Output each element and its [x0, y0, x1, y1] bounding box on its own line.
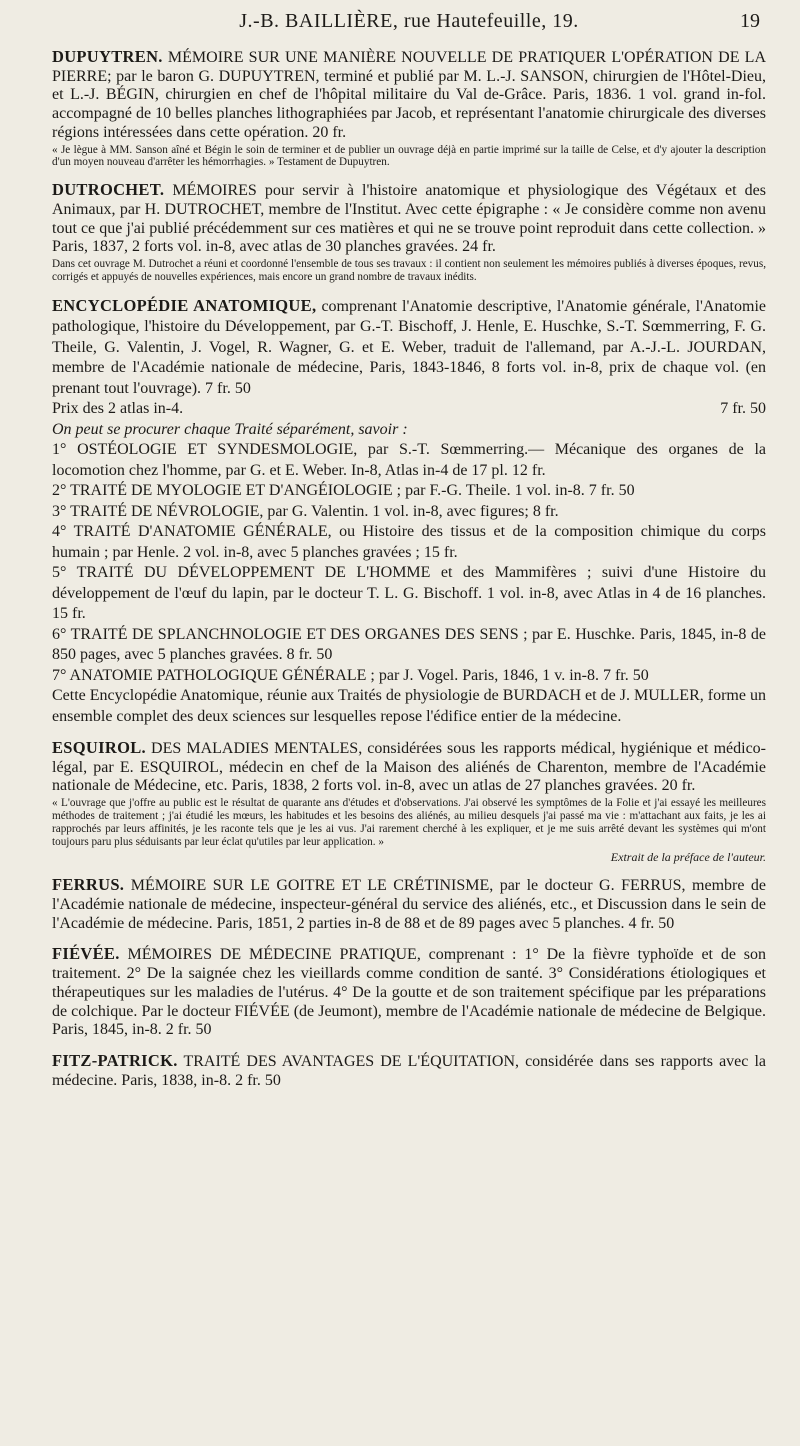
subhead: On peut se procurer chaque Traité séparément, savoir : — [52, 420, 408, 438]
headword: DUPUYTREN. — [52, 47, 163, 66]
list-item: 2° TRAITÉ DE MYOLOGIE ET D'ANGÉIOLOGIE ; par F.-G. Theile. 1 vol. in-8. 7 fr. 50 — [52, 482, 635, 500]
entry-ferrus — [52, 876, 766, 933]
price-line — [52, 399, 766, 420]
entry-text: MÉMOIRE SUR LE GOITRE ET LE CRÉTINISME, par le docteur G. FERRUS, membre de l'Académie nationale de médecine, inspecteur-général du service des aliénés, etc., et Discussion dans le sein de l'Académie de médecine. Paris, 1851, 2 parties in-8 de 88 et de 89 pages avec 5 planches. 4 fr. 50 — [52, 877, 767, 932]
price-label: Prix des 2 atlas in-4. — [52, 400, 184, 418]
headword: FERRUS. — [52, 875, 125, 895]
entry-note: « Je lègue à MM. Sanson aîné et Bégin le soin de terminer et de publier un ouvrage déjà en partie imprimé sur la taille de Celse, et d'y ajouter la description d'un moyen nouveau d'arrêter les hémorrhagies. » Testament de Dupuytren. — [52, 143, 766, 169]
entry-esquirol — [52, 739, 766, 796]
page-number: 19 — [740, 10, 760, 32]
entry-text: comprenant l'Anatomie descriptive, l'Anatomie générale, l'Anatomie pathologique, l'histoire du Développement, par G.-T. Bischoff, J. Henle, E. Huschke, S.-T. Sœmmerring, F. G. Theile, G. Valentin, J. Vogel, R. Wagner, G. et E. Weber, traduit de l'allemand, par A.-J.-L. JOURDAN, membre de l'Académie nationale de médecine, Paris, 1843-1846, 8 forts vol. in-8, prix de chaque vol. (en prenant tout l'ouvrage). 7 fr. 50 — [52, 297, 766, 397]
headword: ENCYCLOPÉDIE ANATOMIQUE, — [52, 295, 317, 315]
list-item: 5° TRAITÉ DU DÉVELOPPEMENT DE L'HOMME et des Mammifères ; suivi d'une Histoire du développement de l'œuf du lapin, par le docteur T. L. G. Bischoff. 1 vol. in-8, avec Atlas in 4 de 16 planches. 15 fr. — [52, 564, 766, 623]
headword: FITZ-PATRICK. — [52, 1050, 178, 1070]
entry-note: « L'ouvrage que j'offre au public est le résultat de quarante ans d'études et d'observations. J'ai observé les symptômes de la Folie et j'ai essayé les meilleures méthodes de traitement ; j'ai étudié les mœurs, les habitudes et les besoins des aliénés, au milieu desquels j'ai passé ma vie : m'attachant aux faits, je les ai rapprochés par leurs affinités, je les raconte tels que je les ai vus. J'ai rarement cherché à les expliquer, et je me suis arrêté devant les systèmes qui m'ont toujours paru plus séduisants par leur éclat qu'utiles par leur application. » — [52, 797, 766, 848]
entry-dupuytren — [52, 48, 766, 143]
headword: DUTROCHET. — [52, 180, 165, 200]
entry-fievee — [52, 945, 766, 1040]
entry-text: DES MALADIES MENTALES, considérées sous les rapports médical, hygiénique et médico-légal, par E. ESQUIROL, médecin en chef de la Maison des aliénés de Charenton, membre de l'Académie nationale de Médecine, etc. Paris, 1838, 2 forts vol. in-8, avec un atlas de 27 planches gravées. 20 fr. — [52, 740, 766, 795]
headword: FIÉVÉE. — [52, 944, 120, 964]
closing-paragraph: Cette Encyclopédie Anatomique, réunie aux Traités de physiologie de BURDACH et de J. MULLER, forme un ensemble complet des deux sciences sur lesquelles repose l'édifice entier de la médecine. — [52, 687, 766, 725]
entry-text: MÉMOIRES pour servir à l'histoire anatomique et physiologique des Végétaux et des Animaux, par H. DUTROCHET, membre de l'Institut. Avec cette épigraphe : « Je considère comme non avenu tout ce que j'ai publié précédemment sur ces matières et qui ne se trouve point reproduit dans cette collection. » Paris, 1837, 2 forts vol. in-8, avec atlas de 30 planches gravées. 24 fr. — [52, 182, 767, 256]
headword: ESQUIROL. — [52, 738, 146, 758]
list-item: 4° TRAITÉ D'ANATOMIE GÉNÉRALE, ou Histoire des tissus et de la composition chimique du corps humain ; par Henle. 2 vol. in-8, avec 5 planches gravées ; 15 fr. — [52, 523, 766, 561]
entry-text: MÉMOIRE SUR UNE MANIÈRE NOUVELLE DE PRATIQUER L'OPÉRATION DE LA PIERRE; par le baron G. DUPUYTREN, terminé et publié par M. L.-J. SANSON, chirurgien de l'Hôtel-Dieu, et L.-J. BÉGIN, chirurgien en chef de l'hôpital militaire du Val de-Grâce. Paris, 1836. 1 vol. grand in-fol. accompagné de 10 belles planches lithographiées par Jacob, et représentant l'anatomie chirurgicale des diverses régions intéressées dans cette opération. 20 fr. — [52, 49, 767, 141]
list-item: 7° ANATOMIE PATHOLOGIQUE GÉNÉRALE ; par J. Vogel. Paris, 1846, 1 v. in-8. 7 fr. 50 — [52, 666, 649, 684]
entry-encyclopedie — [52, 296, 766, 400]
list-item: 3° TRAITÉ DE NÉVROLOGIE, par G. Valentin. 1 vol. in-8, avec figures; 8 fr. — [52, 502, 559, 520]
note-source: Extrait de la préface de l'auteur. — [610, 850, 766, 865]
entry-text: TRAITÉ DES AVANTAGES DE L'ÉQUITATION, considérée dans ses rapports avec la médecine. Paris, 1838, in-8. 2 fr. 50 — [52, 1052, 766, 1089]
list-item: 1° OSTÉOLOGIE ET SYNDESMOLOGIE, par S.-T. Sœmmerring.— Mécanique des organes de la locomotion chez l'homme, par G. et E. Weber. In-8, Atlas in-4 de 17 pl. 12 fr. — [52, 441, 766, 479]
price-value: 7 fr. 50 — [720, 400, 766, 418]
page-header — [52, 0, 766, 40]
entry-fitz-patrick — [52, 1052, 766, 1090]
list-item: 6° TRAITÉ DE SPLANCHNOLOGIE ET DES ORGANES DES SENS ; par E. Huschke. Paris, 1845, in-8 de 850 pages, avec 5 planches gravées. 8 fr. 50 — [52, 625, 766, 664]
entry-dutrochet — [52, 181, 766, 257]
entry-text: MÉMOIRES DE MÉDECINE PRATIQUE, comprenant : 1° De la fièvre typhoïde et de son traitement. 2° De la saignée chez les vieillards comme condition de santé. 3° Considérations étiologiques et thérapeutiques sur les maladies de l'utérus. 4° De la goutte et de son traitement spécifique par les préparations de colchique. Par le docteur FIÉVÉE (de Jeumont), membre de l'Académie nationale de médecine de Belgique. Paris, 1845, in-8. 2 fr. 50 — [52, 946, 766, 1039]
entry-note: Dans cet ouvrage M. Dutrochet a réuni et coordonné l'ensemble de tous ses travaux : il contient non seulement les mémoires publiés à diverses époques, revus, corrigés et appuyés de nouvelles expériences, mais encore un grand nombre de travaux inédits. — [52, 257, 766, 283]
running-title: J.-B. BAILLIÈRE, rue Hautefeuille, 19. — [239, 10, 579, 32]
